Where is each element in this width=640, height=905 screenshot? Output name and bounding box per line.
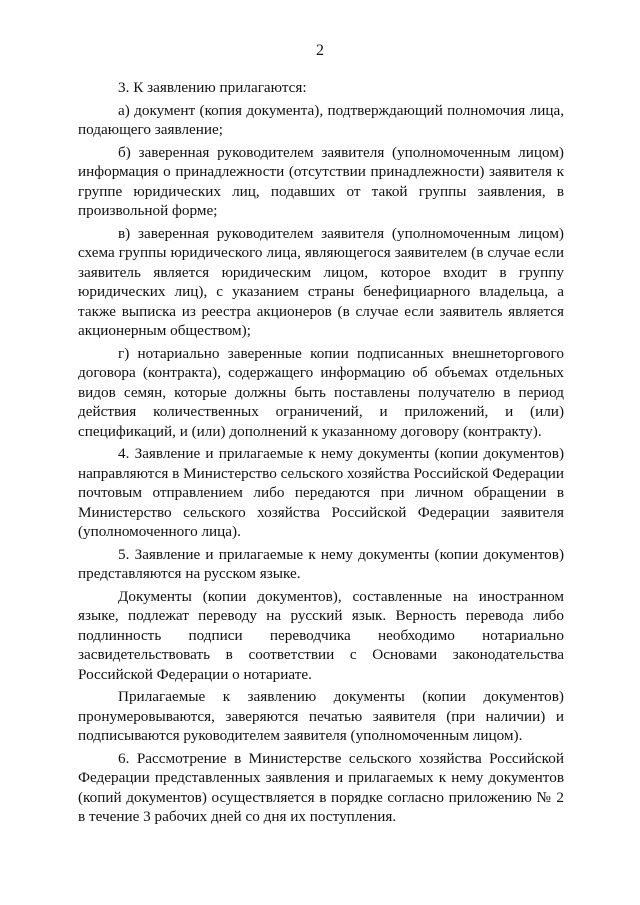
paragraph-subitem-b: б) заверенная руководителем заявителя (уполномоченным лицом) информация о принадлежности (отсутствии принадлежности) заявителя к группе юридических лиц, подавших от такой группы заявления, в произвольной форме; [78,143,564,219]
paragraph-attached-documents: Прилагаемые к заявлению документы (копии документов) пронумеровываются, заверяются печатью заявителя (при наличии) и подписываются руководителем заявителя (уполномоченным лицом). [78,688,564,744]
paragraph-item-4: 4. Заявление и прилагаемые к нему документы (копии документов) направляются в Министерство сельского хозяйства Российской Федерации почтовым отправлением либо передаются при личном обращении в Министерство сельского хозяйства Российской Федерации заявителя (уполномоченного лица). [78,445,564,540]
page-number: 2 [316,42,324,59]
paragraph-subitem-a: а) документ (копия документа), подтверждающий полномочия лица, подающего заявление; [78,101,564,138]
paragraph-foreign-documents: Документы (копии документов), составленные на иностранном языке, подлежат переводу на русский язык. Верность перевода либо подлинность подписи переводчика необходимо нотариально засвидетельствовать в соответствии с Основами законодательства Российской Федерации о нотариате. [78,587,564,683]
document-body [78,78,564,827]
paragraph-item-5: 5. Заявление и прилагаемые к нему документы (копии документов) представляются на русском языке. [78,545,564,582]
paragraph-item-3-heading: 3. К заявлению прилагаются: [118,79,307,96]
paragraph-subitem-g: г) нотариально заверенные копии подписанных внешнеторгового договора (контракта), содержащего информацию об объемах отдельных видов семян, которые должны быть поставлены получателю в период действия количественных ограничений, и приложений, и (или) спецификаций, и (или) дополнений к указанному договору (контракту). [78,344,564,440]
paragraph-subitem-v: в) заверенная руководителем заявителя (уполномоченным лицом) схема группы юридического лица, являющегося заявителем (в случае если заявитель является юридическим лицом, которое входит в группу юридических лиц), с указанием страны бенефициарного владельца, а также выписка из реестра акционеров (в случае если заявитель является акционерным обществом); [78,224,564,339]
paragraph-item-6: 6. Рассмотрение в Министерстве сельского хозяйства Российской Федерации представленных заявления и прилагаемых к нему документов (копий документов) осуществляется в порядке согласно приложению № 2 в течение 3 рабочих дней со дня их поступления. [78,749,564,825]
